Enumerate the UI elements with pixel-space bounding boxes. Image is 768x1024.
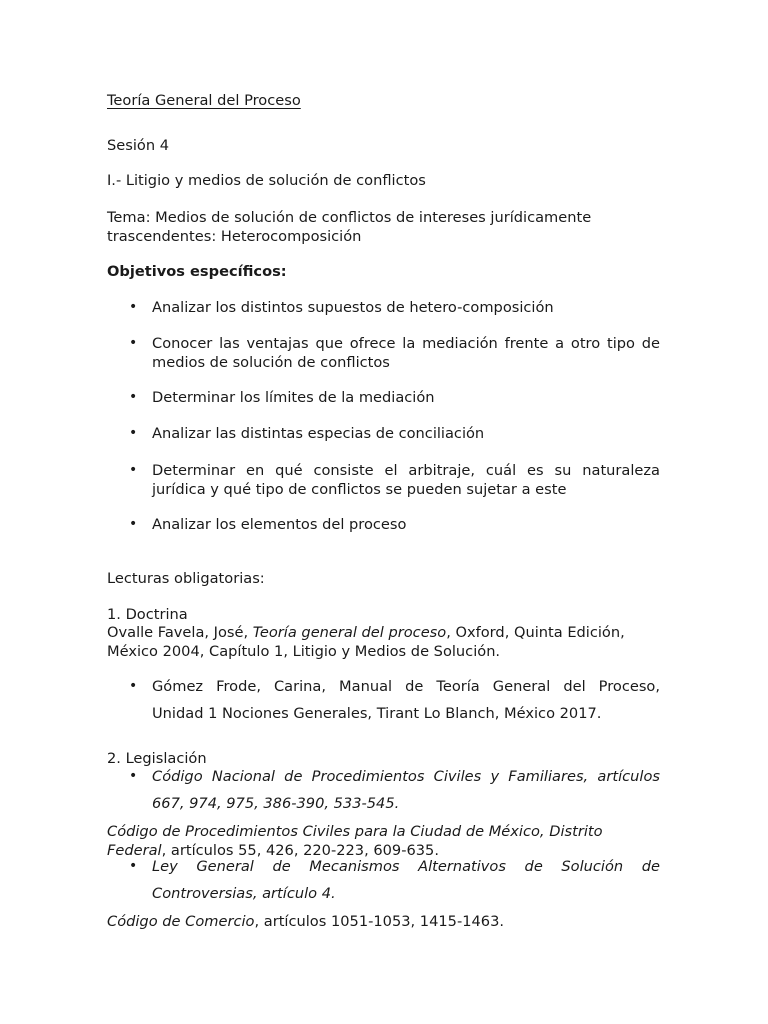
objective-text: Conocer las ventajas que ofrece la mediación frente a otro tipo de medios de solución de conflictos xyxy=(152,335,660,371)
readings-heading: Lecturas obligatorias: xyxy=(107,570,265,587)
legislation-heading: 2. Legislación xyxy=(107,750,207,767)
bullet-icon: • xyxy=(129,425,138,441)
bullet-icon: • xyxy=(129,516,138,532)
bullet-icon: • xyxy=(129,389,138,405)
objective-text: Determinar en qué consiste el arbitraje, cuál es su naturaleza jurídica y qué tipo de conflictos se pueden sujetar a este xyxy=(152,462,660,498)
code-title: Código de Comercio xyxy=(107,913,255,930)
bullet-icon: • xyxy=(129,299,138,315)
bullet-icon: • xyxy=(129,335,138,351)
legislation-line: 667, 974, 975, 386-390, 533-545. xyxy=(152,795,400,812)
document-title: Teoría General del Proceso xyxy=(107,92,301,109)
session-label: Sesión 4 xyxy=(107,137,170,154)
objective-text: Determinar los límites de la mediación xyxy=(152,389,435,406)
reference-line: Gómez Frode, Carina, Manual de Teoría General del Proceso, xyxy=(152,678,660,695)
objective-text: Analizar las distintas especias de conciliación xyxy=(152,425,485,442)
reference-author: Ovalle Favela, José, xyxy=(107,624,253,641)
bullet-icon: • xyxy=(129,678,138,694)
doctrine-reference-ovalle xyxy=(107,623,660,661)
bullet-icon: • xyxy=(129,462,138,478)
bullet-icon: • xyxy=(129,858,138,874)
topic-text: Tema: Medios de solución de conflictos de intereses jurídicamente trascendentes: Heterocomposición xyxy=(107,209,592,245)
section-heading: I.- Litigio y medios de solución de conflictos xyxy=(107,172,426,189)
objectives-heading: Objetivos específicos: xyxy=(107,263,287,280)
legislation-line: Ley General de Mecanismos Alternativos de Solución de xyxy=(152,858,660,875)
code-articles: , artículos 1051-1053, 1415-1463. xyxy=(254,913,504,930)
bullet-icon: • xyxy=(129,768,138,784)
objective-text: Analizar los distintos supuestos de hetero-composición xyxy=(152,299,554,316)
legislation-line: Controversias, artículo 4. xyxy=(152,885,336,902)
legislation-line: Código Nacional de Procedimientos Civiles y Familiares, artículos xyxy=(152,768,660,785)
code-articles: , artículos 55, 426, 220-223, 609-635. xyxy=(161,842,439,859)
reference-details: , Oxford, Quinta Edición, México 2004, Capítulo 1, Litigio y Medios de Solución. xyxy=(107,624,625,660)
objective-text: Analizar los elementos del proceso xyxy=(152,516,407,533)
doctrine-heading: 1. Doctrina xyxy=(107,606,188,623)
legislation-commerce-code xyxy=(107,912,504,931)
code-title: Código de Procedimientos Civiles para la Ciudad de México, Distrito Federal xyxy=(107,823,603,859)
reference-book-title: Teoría general del proceso xyxy=(252,624,447,641)
reference-line: Unidad 1 Nociones Generales, Tirant Lo Blanch, México 2017. xyxy=(152,705,602,722)
